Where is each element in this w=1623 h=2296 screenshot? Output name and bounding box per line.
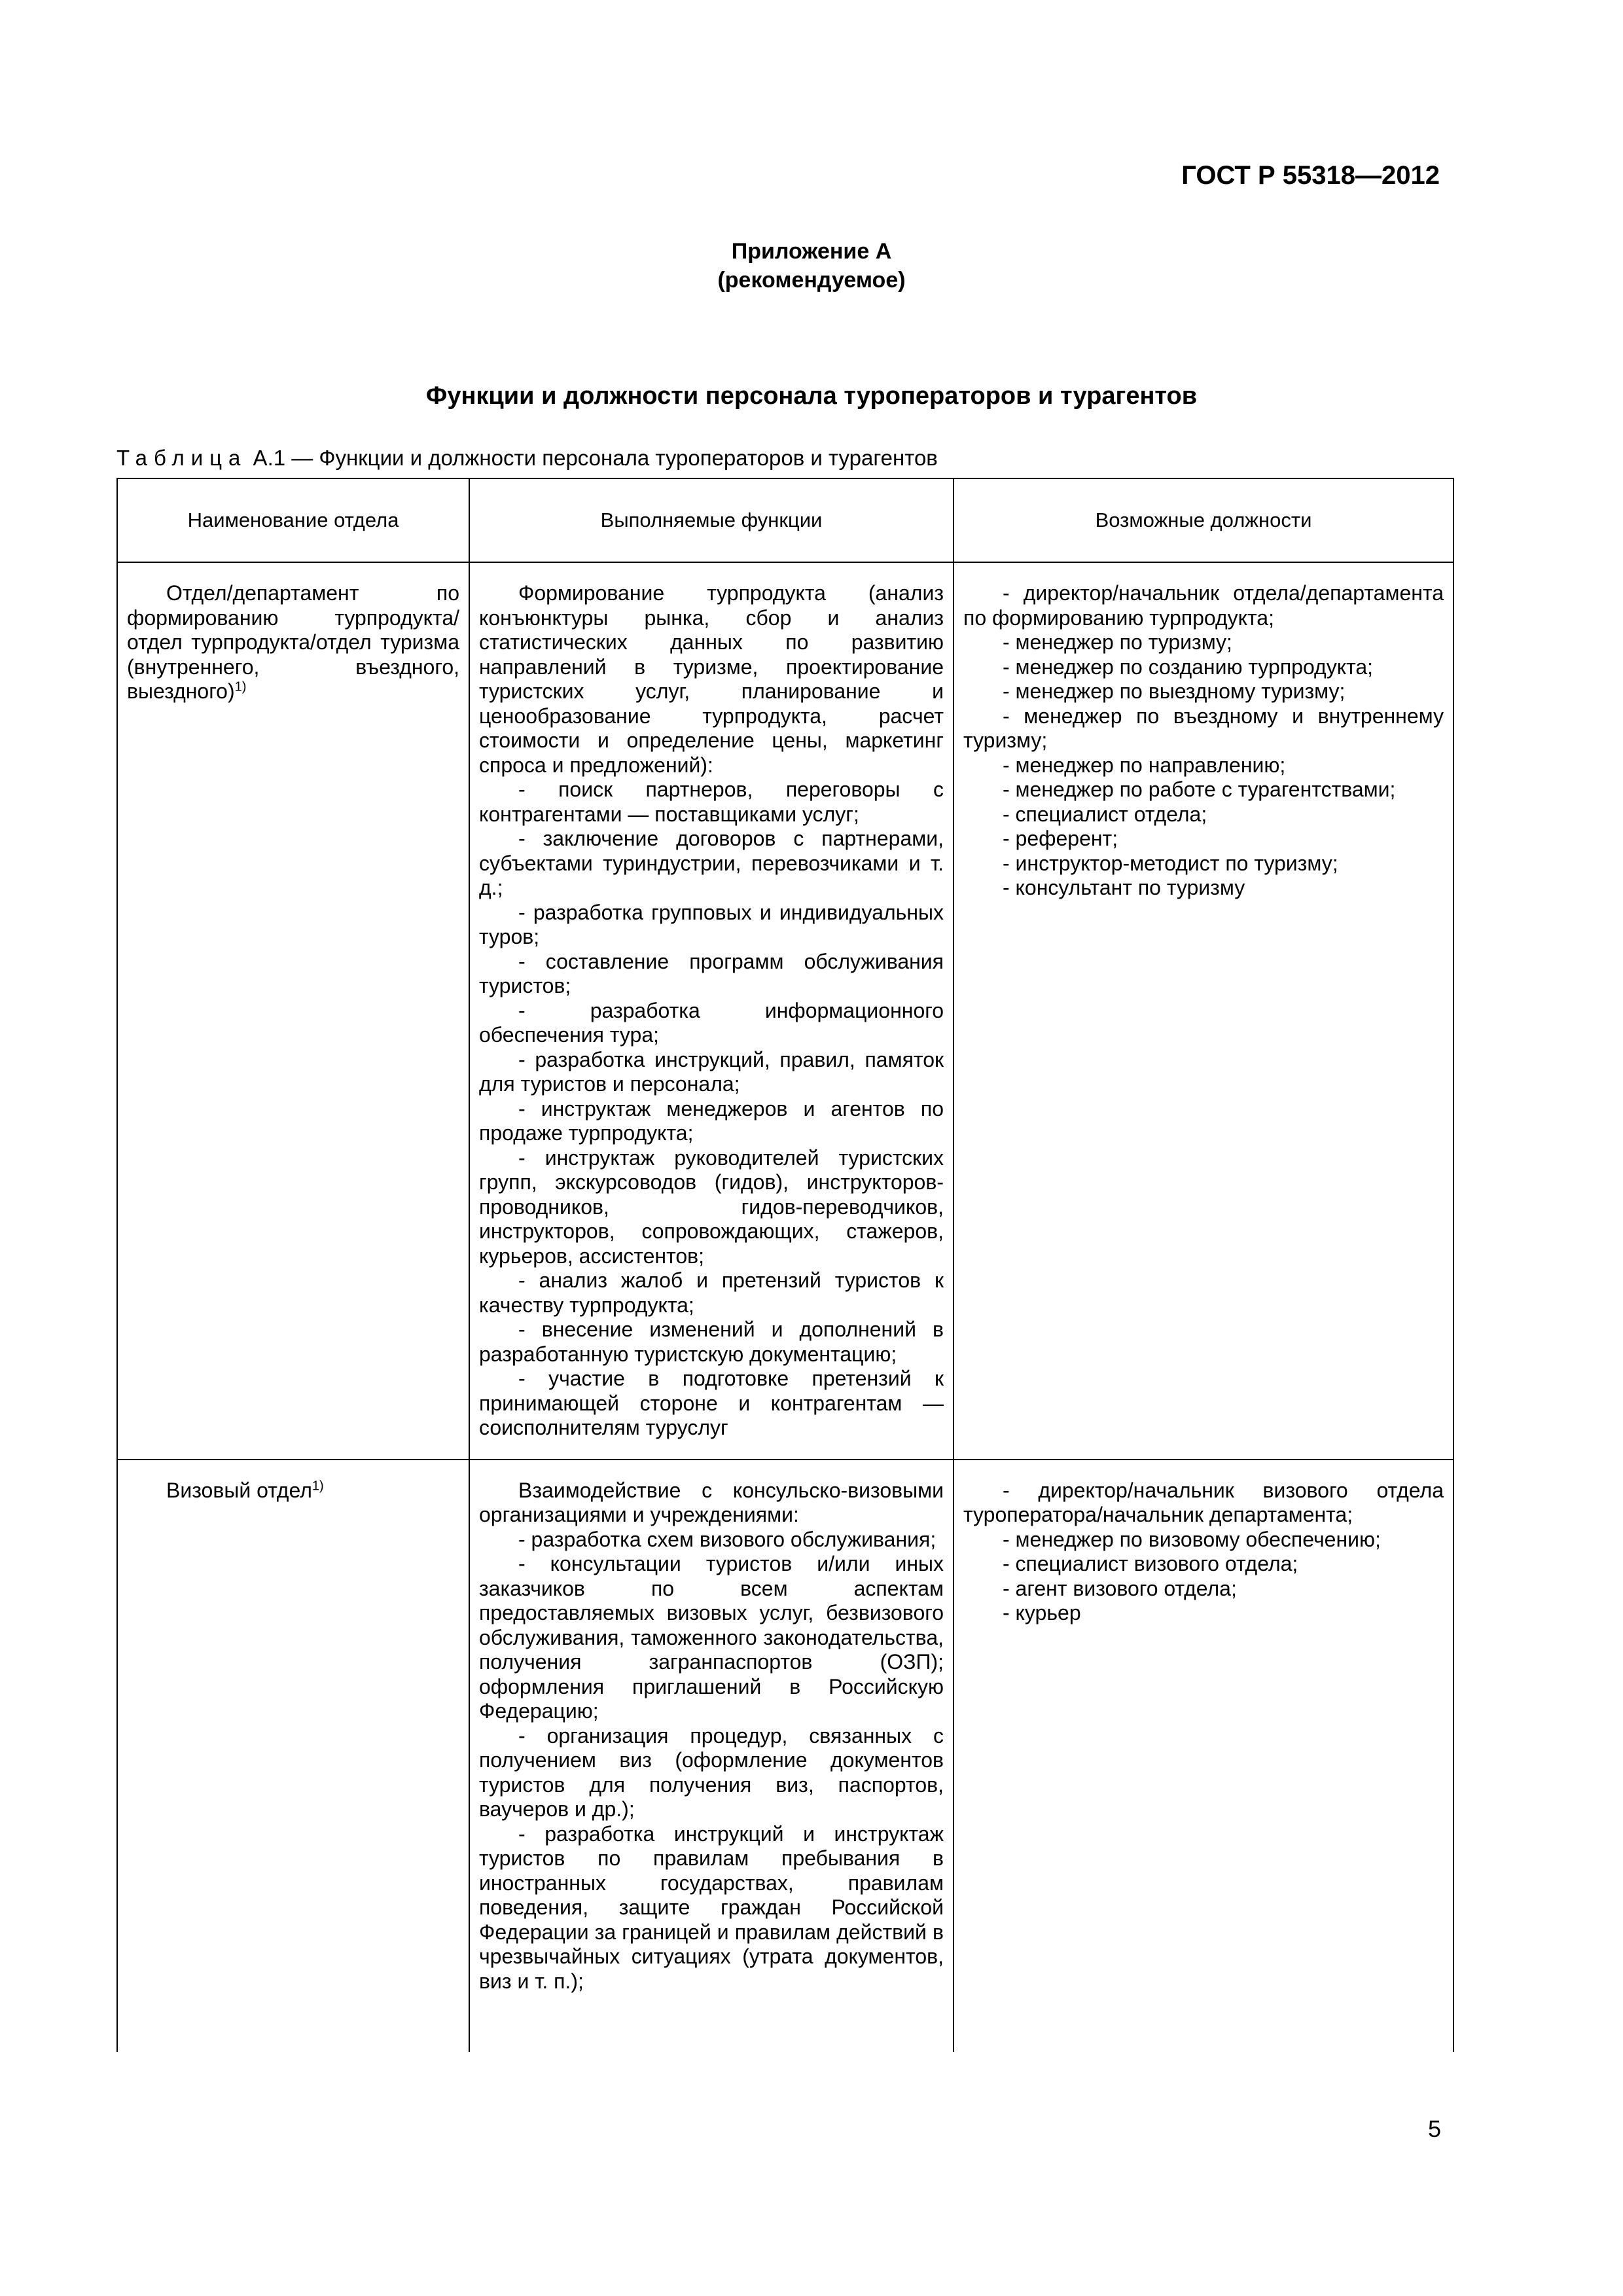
positions-cell (954, 1460, 1454, 2052)
department-name: Отдел/департамент по формированию турпродукта/отдел турпродукта/отдел туризма (внутреннего, въездного, выездного) (127, 581, 459, 703)
appendix-status: (рекомендуемое) (717, 268, 906, 293)
department-cell (117, 1460, 469, 2052)
function-item: Формирование турпродукта (анализ конъюнктуры рынка, сбор и анализ статистических данных по развитию направлений в туризме, проектирование туристских услуг, планирование и ценообразование турпродукта, расчет стоимости и определение цены, маркетинг спроса и предложений): (479, 581, 944, 777)
position-item: - референт; (1003, 827, 1118, 850)
function-item: - разработка инструкций, правил, памяток для туристов и персонала; (479, 1047, 944, 1096)
functions-cell (469, 562, 954, 1460)
function-item: - консультации туристов и/или иных заказчиков по всем аспектам предоставляемых визовых услуг, безвизового обслуживания, таможенного законодательства, получения загранпаспортов (ОЗП); оформления приглашений в Российскую Федерацию; (479, 1552, 944, 1723)
appendix-label: Приложение А (731, 239, 892, 264)
functions-table (116, 478, 1454, 2052)
position-item: - менеджер по визовому обеспечению; (1003, 1527, 1381, 1551)
position-item: - менеджер по работе с турагентствами; (1003, 778, 1396, 801)
position-item: - директор/начальник отдела/департамента по формированию турпродукта; (963, 581, 1444, 630)
position-item: - специалист отдела; (1003, 802, 1207, 826)
page-number: 5 (1427, 2115, 1441, 2142)
function-item: - инструктаж менеджеров и агентов по продаже турпродукта; (479, 1096, 944, 1145)
table-row (117, 1460, 1454, 2052)
function-item: - разработка схем визового обслуживания; (518, 1527, 936, 1551)
section-title: Функции и должности персонала туроператоров и турагентов (425, 382, 1198, 410)
position-item: - консультант по туризму (1003, 876, 1245, 899)
function-item: - заключение договоров с партнерами, субъектами туриндустрии, перевозчиками и т. д.; (479, 827, 944, 899)
function-item: - участие в подготовке претензий к принимающей стороне и контрагентам — соисполнителям туруслуг (479, 1367, 944, 1439)
footnote-ref: 1) (234, 679, 247, 694)
table-row (117, 562, 1454, 1460)
department-cell (117, 562, 469, 1460)
position-item: - менеджер по направлению; (1003, 753, 1286, 777)
function-item: - разработка групповых и индивидуальных туров; (479, 900, 944, 948)
position-item: - менеджер по туризму; (1003, 630, 1232, 654)
position-item: - агент визового отдела; (1003, 1576, 1237, 1600)
functions-cell (469, 1460, 954, 2052)
header-department: Наименование отдела (117, 478, 469, 562)
function-item: - внесение изменений и дополнений в разработанную туристскую документацию; (479, 1318, 944, 1366)
function-item: - составление программ обслуживания туристов; (479, 949, 944, 997)
position-item: - менеджер по созданию турпродукта; (1003, 655, 1374, 679)
document-code: ГОСТ Р 55318—2012 (1181, 161, 1440, 190)
function-item: - анализ жалоб и претензий туристов к качеству турпродукта; (479, 1268, 944, 1317)
position-item: - курьер (1003, 1601, 1081, 1624)
table-caption-text: А.1 — Функции и должности персонала туроператоров и турагентов (247, 446, 938, 470)
function-item: - организация процедур, связанных с получением виз (оформление документов туристов для получения виз, паспортов, ваучеров и др.); (479, 1723, 944, 1821)
function-item: - инструктаж руководителей туристских групп, экскурсоводов (гидов), инструкторов-проводников, гидов-переводчиков, инструкторов, сопровождающих, стажеров, курьеров, ассистентов; (479, 1145, 944, 1268)
table-caption (116, 446, 938, 471)
function-item: - поиск партнеров, переговоры с контрагентами — поставщиками услуг; (479, 778, 944, 826)
footnote-ref: 1) (312, 1478, 324, 1493)
position-item: - менеджер по выездному туризму; (1003, 679, 1346, 703)
table-caption-prefix: Таблица (116, 446, 247, 470)
position-item: - специалист визового отдела; (1003, 1552, 1298, 1575)
function-item: - разработка информационного обеспечения тура; (479, 998, 944, 1047)
position-item: - менеджер по въездному и внутреннему туризму; (963, 704, 1444, 752)
position-item: - инструктор-методист по туризму; (1003, 851, 1338, 875)
department-name: Визовый отдел (166, 1478, 312, 1502)
positions-cell (954, 562, 1454, 1460)
function-item: - разработка инструкций и инструктаж туристов по правилам пребывания в иностранных государствах, правилам поведения, защите граждан Российской Федерации за границей и правилам действий в чрезвычайных ситуациях (утрата документов, виз и т. п.); (479, 1821, 944, 1993)
function-item: Взаимодействие с консульско-визовыми организациями и учреждениями: (479, 1478, 944, 1526)
header-positions: Возможные должности (954, 478, 1454, 562)
header-functions: Выполняемые функции (469, 478, 954, 562)
table-header-row (117, 478, 1454, 562)
position-item: - директор/начальник визового отдела туроператора/начальник департамента; (963, 1478, 1444, 1526)
